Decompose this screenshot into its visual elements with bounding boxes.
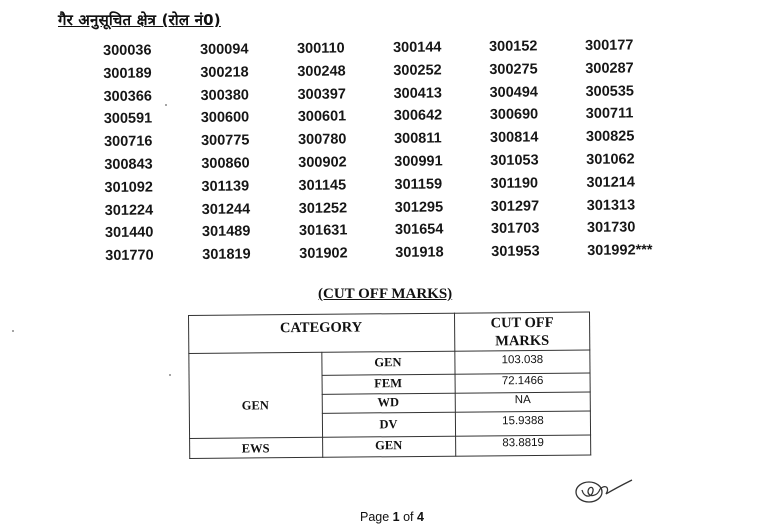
roll-number: 301654 — [394, 221, 444, 239]
roll-number: 300716 — [103, 133, 153, 151]
roll-number: 300036 — [103, 42, 152, 59]
subcategory-wd: WD — [377, 395, 400, 410]
roll-number: 301295 — [394, 199, 444, 216]
roll-number: 301190 — [490, 175, 539, 192]
roll-number: 300110 — [296, 40, 345, 57]
roll-number: 300775 — [200, 132, 250, 150]
marks-gen-wd: NA — [514, 394, 531, 407]
roll-number: 301819 — [202, 246, 251, 264]
roll-number: 300991 — [394, 153, 443, 170]
category-ews: EWS — [241, 441, 270, 456]
marks-gen-gen: 103.038 — [501, 353, 544, 367]
roll-number-grid — [103, 37, 685, 275]
subcategory-fem: FEM — [374, 376, 403, 391]
roll-number: 301224 — [104, 202, 154, 219]
roll-number: 301313 — [586, 197, 636, 214]
roll-number: 301092 — [104, 179, 153, 196]
roll-number: 301139 — [201, 178, 250, 195]
page-footer — [360, 510, 424, 524]
roll-number: 300690 — [489, 106, 539, 124]
roll-number: 301770 — [105, 247, 154, 265]
roll-number: 300711 — [585, 105, 634, 123]
roll-number: 300397 — [297, 86, 347, 103]
subcategory-dv: DV — [379, 417, 398, 432]
roll-number: 300177 — [584, 37, 634, 54]
roll-number: 300218 — [200, 64, 249, 81]
roll-number: 301214 — [586, 174, 635, 191]
footer-total-pages: 4 — [417, 510, 424, 524]
roll-number: 300366 — [103, 88, 153, 105]
marks-gen-dv: 15.9388 — [502, 414, 544, 428]
cutoff-title: (CUT OFF MARKS) — [318, 286, 453, 302]
roll-number: 301730 — [586, 219, 636, 237]
roll-number: 301992*** — [587, 242, 653, 260]
roll-number: 301159 — [394, 176, 443, 193]
roll-number: 300902 — [298, 154, 347, 171]
subcategory-gen: GEN — [374, 355, 402, 370]
roll-number: 300152 — [488, 38, 538, 55]
roll-number: 301062 — [586, 151, 635, 168]
roll-number: 301703 — [490, 220, 540, 238]
cutoff-table — [188, 311, 591, 459]
roll-number: 300843 — [104, 156, 153, 173]
marks-gen-fem: 72.1466 — [501, 374, 544, 388]
handwritten-signature — [572, 474, 636, 508]
roll-number: 300860 — [201, 155, 250, 172]
roll-number: 300287 — [585, 60, 634, 77]
roll-number: 300811 — [393, 130, 442, 148]
roll-number: 300600 — [200, 109, 250, 127]
category-gen: GEN — [241, 398, 269, 413]
roll-number: 301252 — [298, 200, 348, 217]
roll-number: 300189 — [103, 65, 152, 82]
cutoff-marks-header-line2: MARKS — [495, 332, 550, 350]
roll-number: 300601 — [297, 108, 347, 126]
roll-number: 300380 — [200, 87, 250, 104]
roll-number: 301145 — [298, 177, 347, 194]
subcategory-ews-gen: GEN — [375, 438, 403, 453]
roll-number: 300780 — [297, 131, 347, 149]
roll-number: 300413 — [393, 85, 443, 102]
roll-number: 301440 — [104, 224, 154, 242]
roll-number: 301902 — [299, 245, 348, 263]
roll-number: 300642 — [393, 107, 443, 125]
roll-number: 301053 — [490, 152, 539, 169]
roll-number: 300825 — [585, 128, 635, 146]
roll-number: 300275 — [489, 61, 538, 78]
roll-number: 300814 — [489, 129, 539, 147]
roll-number: 300248 — [297, 63, 346, 80]
roll-number: 300144 — [392, 39, 442, 56]
footer-prefix: Page — [360, 510, 393, 524]
roll-number: 301631 — [298, 222, 348, 240]
roll-number: 300494 — [489, 84, 539, 101]
roll-number: 301489 — [201, 223, 251, 241]
roll-number: 300094 — [199, 41, 249, 58]
category-header: CATEGORY — [279, 319, 363, 337]
roll-number: 300535 — [585, 83, 635, 100]
cutoff-marks-header-line1: CUT OFF — [490, 314, 554, 332]
roll-number: 301953 — [491, 243, 540, 261]
roll-number: 301918 — [395, 244, 444, 262]
roll-number: 300591 — [103, 110, 153, 128]
roll-number: 301244 — [201, 201, 251, 218]
roll-number: 301297 — [490, 198, 540, 215]
footer-current-page: 1 — [392, 510, 400, 524]
marks-ews-gen: 83.8819 — [502, 436, 544, 450]
footer-middle: of — [399, 510, 417, 524]
page-heading: गैर अनुसूचित क्षेत्र (रोल नं0) — [58, 11, 221, 29]
roll-number: 300252 — [393, 62, 442, 79]
